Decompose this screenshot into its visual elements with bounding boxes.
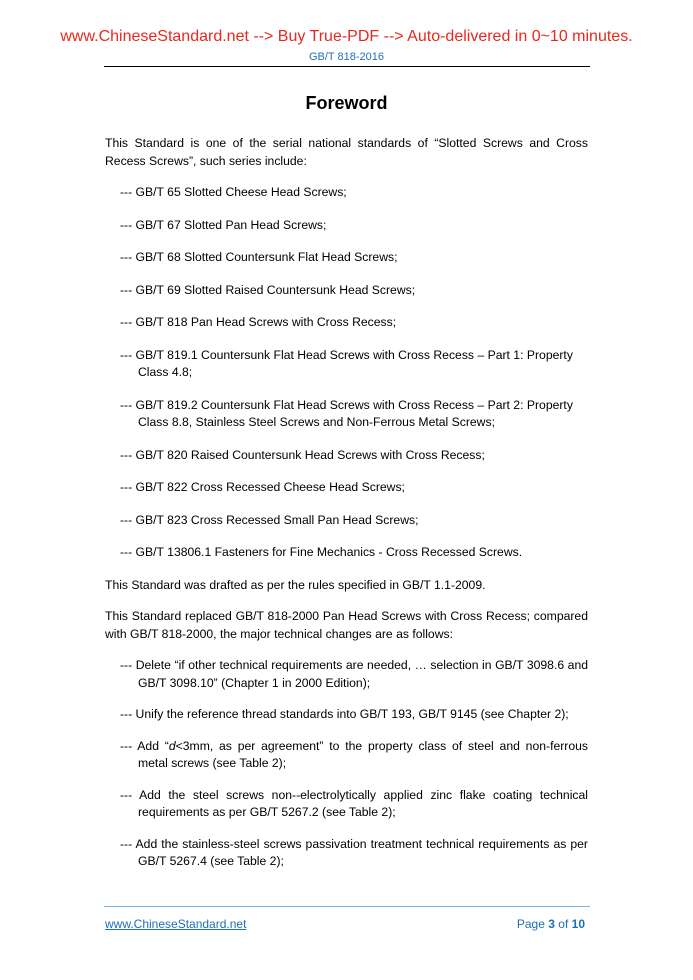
series-item: --- GB/T 69 Slotted Raised Countersunk Head Screws;	[120, 282, 416, 297]
series-item: --- GB/T 65 Slotted Cheese Head Screws;	[120, 185, 347, 199]
replacement-paragraph: This Standard replaced GB/T 818-2000 Pan Head Screws with Cross Recess; compared with GB/T 818-2000, the major technical changes are as follows:	[105, 609, 588, 641]
page-number	[517, 917, 585, 932]
header-divider	[104, 66, 590, 67]
series-item: --- GB/T 823 Cross Recessed Small Pan Head Screws;	[120, 512, 419, 527]
change-item-prefix: --- Add “	[120, 738, 169, 753]
series-list	[105, 184, 588, 562]
series-item: --- GB/T 819.1 Countersunk Flat Head Screws with Cross Recess – Part 1: Property Class 4.8;	[120, 347, 573, 379]
series-item: --- GB/T 67 Slotted Pan Head Screws;	[120, 217, 327, 232]
intro-paragraph: This Standard is one of the serial national standards of “Slotted Screws and Cross Recess Screws”, such series include:	[105, 136, 588, 168]
series-item: --- GB/T 822 Cross Recessed Cheese Head Screws;	[120, 480, 405, 494]
change-item	[120, 738, 588, 773]
series-item: --- GB/T 820 Raised Countersunk Head Screws with Cross Recess;	[120, 447, 485, 462]
footer-divider	[104, 906, 590, 907]
series-item: --- GB/T 819.2 Countersunk Flat Head Screws with Cross Recess – Part 2: Property Class 8.8, Stainless Steel Screws and Non-Ferrous Metal Screws;	[120, 397, 573, 429]
series-item: --- GB/T 68 Slotted Countersunk Flat Head Screws;	[120, 250, 398, 264]
promo-banner: www.ChineseStandard.net --> Buy True-PDF --> Auto-delivered in 0~10 minutes.	[60, 28, 633, 45]
change-item: --- Add the stainless-steel screws passivation treatment technical requirements as per GB/T 5267.4 (see Table 2);	[120, 836, 588, 868]
footer-website-link[interactable]: www.ChineseStandard.net	[105, 917, 247, 931]
series-item: --- GB/T 818 Pan Head Screws with Cross Recess;	[120, 315, 397, 329]
page-of: of	[558, 917, 569, 931]
change-item: --- Delete “if other technical requirements are needed, … selection in GB/T 3098.6 and GB/T 3098.10” (Chapter 1 in 2000 Edition);	[120, 658, 588, 690]
drafting-paragraph: This Standard was drafted as per the rules specified in GB/T 1.1-2009.	[105, 577, 486, 592]
change-item: --- Add the steel screws non--electrolytically applied zinc flake coating technical requirements as per GB/T 5267.2 (see Table 2);	[120, 787, 588, 819]
page-total: 10	[571, 917, 585, 931]
variable-d: d	[168, 738, 176, 753]
change-item: --- Unify the reference thread standards into GB/T 193, GB/T 9145 (see Chapter 2);	[120, 707, 569, 721]
page-current: 3	[548, 917, 555, 931]
foreword-body	[105, 135, 588, 885]
change-item-text: <3mm, as per agreement” to the property class of steel and non-ferrous metal screws (see Table 2);	[138, 738, 588, 770]
document-code: GB/T 818-2016	[308, 51, 384, 63]
page-title: Foreword	[305, 93, 388, 113]
changes-list	[105, 657, 588, 871]
series-item: --- GB/T 13806.1 Fasteners for Fine Mechanics - Cross Recessed Screws.	[120, 545, 523, 559]
page-label: Page	[516, 917, 545, 931]
